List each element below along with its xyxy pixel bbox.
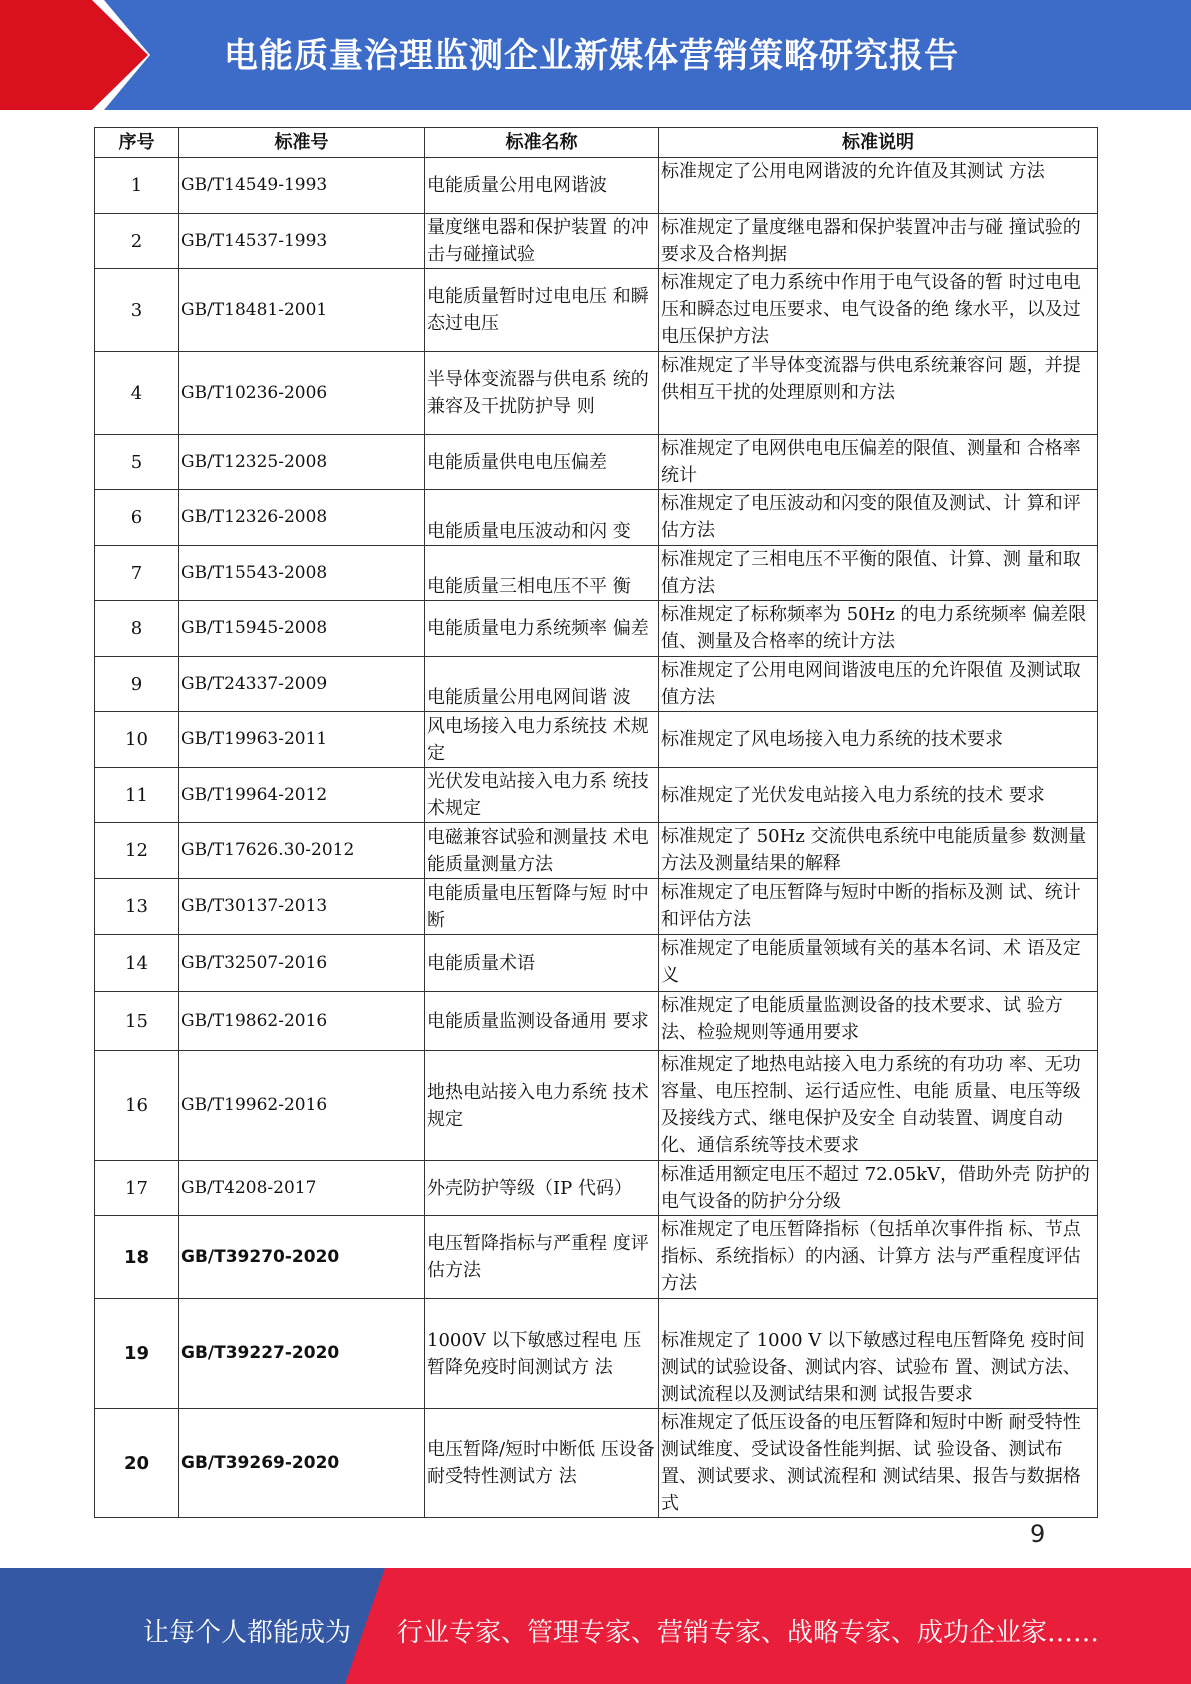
row-name: 电能质量暂时过电电压 和瞬态过电压 xyxy=(425,269,659,352)
row-no: 7 xyxy=(95,546,179,601)
header-no: 序号 xyxy=(95,128,179,158)
row-name: 光伏发电站接入电力系 统技术规定 xyxy=(425,768,659,823)
row-desc: 标准规定了 1000 V 以下敏感过程电压暂降免 疫时间测试的试验设备、测试内容、试验布 置、测试方法、测试流程以及测试结果和测 试报告要求 xyxy=(659,1299,1098,1409)
row-code: GB/T12326-2008 xyxy=(179,490,425,546)
row-name: 风电场接入电力系统技 术规定 xyxy=(425,712,659,768)
row-name: 电磁兼容试验和测量技 术电能质量测量方法 xyxy=(425,823,659,879)
table-row xyxy=(95,214,1098,269)
row-name: 电能质量公用电网间谐 波 xyxy=(425,657,659,712)
row-no: 10 xyxy=(95,712,179,768)
row-desc: 标准规定了三相电压不平衡的限值、计算、测 量和取值方法 xyxy=(659,546,1098,601)
header-arrow-decoration xyxy=(0,0,150,110)
row-name: 量度继电器和保护装置 的冲击与碰撞试验 xyxy=(425,214,659,269)
row-desc: 标准规定了公用电网间谐波电压的允许限值 及测试取值方法 xyxy=(659,657,1098,712)
row-code: GB/T14537-1993 xyxy=(179,214,425,269)
table-row xyxy=(95,768,1098,823)
row-no: 12 xyxy=(95,823,179,879)
table-row xyxy=(95,823,1098,879)
row-desc: 标准规定了量度继电器和保护装置冲击与碰 撞试验的要求及合格判据 xyxy=(659,214,1098,269)
row-no: 16 xyxy=(95,1051,179,1161)
row-code: GB/T19962-2016 xyxy=(179,1051,425,1161)
row-code: GB/T30137-2013 xyxy=(179,879,425,935)
footer-slogan-left: 让每个人都能成为 xyxy=(143,1618,352,1648)
row-no: 4 xyxy=(95,352,179,435)
row-name: 电能质量电压暂降与短 时中断 xyxy=(425,879,659,935)
row-name: 电压暂降指标与严重程 度评估方法 xyxy=(425,1216,659,1299)
row-name: 外壳防护等级（IP 代码） xyxy=(425,1161,659,1216)
row-no: 20 xyxy=(95,1409,179,1518)
row-no: 1 xyxy=(95,158,179,214)
header-desc: 标准说明 xyxy=(659,128,1098,158)
row-code: GB/T39269-2020 xyxy=(179,1409,425,1518)
row-no: 13 xyxy=(95,879,179,935)
row-name: 电压暂降/短时中断低 压设备耐受特性测试方 法 xyxy=(425,1409,659,1518)
row-code: GB/T15543-2008 xyxy=(179,546,425,601)
row-desc: 标准规定了电能质量监测设备的技术要求、试 验方法、检验规则等通用要求 xyxy=(659,992,1098,1051)
row-no: 11 xyxy=(95,768,179,823)
row-no: 15 xyxy=(95,992,179,1051)
footer-banner xyxy=(0,1568,1191,1684)
table-row xyxy=(95,269,1098,352)
header-name: 标准名称 xyxy=(425,128,659,158)
table-row xyxy=(95,712,1098,768)
table-row xyxy=(95,435,1098,490)
row-code: GB/T15945-2008 xyxy=(179,601,425,657)
table-header-row xyxy=(95,128,1098,158)
row-desc: 标准规定了公用电网谐波的允许值及其测试 方法 xyxy=(659,158,1098,214)
standards-table xyxy=(94,127,1098,1518)
row-desc: 标准规定了 50Hz 交流供电系统中电能质量参 数测量方法及测量结果的解释 xyxy=(659,823,1098,879)
row-desc: 标准规定了电能质量领域有关的基本名词、术 语及定义 xyxy=(659,935,1098,992)
table-row xyxy=(95,601,1098,657)
row-code: GB/T4208-2017 xyxy=(179,1161,425,1216)
row-no: 14 xyxy=(95,935,179,992)
row-name: 电能质量电力系统频率 偏差 xyxy=(425,601,659,657)
row-desc: 标准规定了光伏发电站接入电力系统的技术 要求 xyxy=(659,768,1098,823)
table-row xyxy=(95,352,1098,435)
table-row xyxy=(95,992,1098,1051)
row-name: 地热电站接入电力系统 技术规定 xyxy=(425,1051,659,1161)
row-name: 电能质量供电电压偏差 xyxy=(425,435,659,490)
table-row xyxy=(95,490,1098,546)
row-name: 电能质量公用电网谐波 xyxy=(425,158,659,214)
row-name: 电能质量三相电压不平 衡 xyxy=(425,546,659,601)
header-code: 标准号 xyxy=(179,128,425,158)
footer-slogan-right: 行业专家、管理专家、营销专家、战略专家、成功企业家…… xyxy=(397,1618,1100,1648)
row-code: GB/T39270-2020 xyxy=(179,1216,425,1299)
table-row xyxy=(95,158,1098,214)
row-desc: 标准规定了电网供电电压偏差的限值、测量和 合格率统计 xyxy=(659,435,1098,490)
row-no: 17 xyxy=(95,1161,179,1216)
row-desc: 标准规定了电压暂降与短时中断的指标及测 试、统计和评估方法 xyxy=(659,879,1098,935)
row-code: GB/T12325-2008 xyxy=(179,435,425,490)
row-desc: 标准规定了电力系统中作用于电气设备的暂 时过电电压和瞬态过电压要求、电气设备的绝 缘水平，以及过电压保护方法 xyxy=(659,269,1098,352)
row-no: 8 xyxy=(95,601,179,657)
row-no: 9 xyxy=(95,657,179,712)
row-name: 电能质量术语 xyxy=(425,935,659,992)
row-desc: 标准规定了标称频率为 50Hz 的电力系统频率 偏差限值、测量及合格率的统计方法 xyxy=(659,601,1098,657)
table-row xyxy=(95,1161,1098,1216)
row-code: GB/T10236-2006 xyxy=(179,352,425,435)
row-code: GB/T14549-1993 xyxy=(179,158,425,214)
table-row xyxy=(95,657,1098,712)
table-row xyxy=(95,1216,1098,1299)
row-code: GB/T32507-2016 xyxy=(179,935,425,992)
row-name: 电能质量监测设备通用 要求 xyxy=(425,992,659,1051)
table-row xyxy=(95,1409,1098,1518)
row-no: 2 xyxy=(95,214,179,269)
table-row xyxy=(95,546,1098,601)
row-name: 电能质量电压波动和闪 变 xyxy=(425,490,659,546)
table-row xyxy=(95,935,1098,992)
row-name: 1000V 以下敏感过程电 压暂降免疫时间测试方 法 xyxy=(425,1299,659,1409)
row-no: 6 xyxy=(95,490,179,546)
row-desc: 标准规定了风电场接入电力系统的技术要求 xyxy=(659,712,1098,768)
row-name: 半导体变流器与供电系 统的兼容及干扰防护导 则 xyxy=(425,352,659,435)
row-desc: 标准规定了电压暂降指标（包括单次事件指 标、节点指标、系统指标）的内涵、计算方 法与严重程度评估方法 xyxy=(659,1216,1098,1299)
table-row xyxy=(95,1299,1098,1409)
row-desc: 标准规定了半导体变流器与供电系统兼容问 题，并提供相互干扰的处理原则和方法 xyxy=(659,352,1098,435)
table-row xyxy=(95,879,1098,935)
row-code: GB/T19862-2016 xyxy=(179,992,425,1051)
row-no: 19 xyxy=(95,1299,179,1409)
row-code: GB/T19963-2011 xyxy=(179,712,425,768)
row-code: GB/T18481-2001 xyxy=(179,269,425,352)
row-desc: 标准规定了电压波动和闪变的限值及测试、计 算和评估方法 xyxy=(659,490,1098,546)
row-code: GB/T17626.30-2012 xyxy=(179,823,425,879)
page-number: 9 xyxy=(1030,1520,1046,1548)
row-no: 3 xyxy=(95,269,179,352)
row-desc: 标准规定了低压设备的电压暂降和短时中断 耐受特性测试维度、受试设备性能判据、试 验设备、测试布置、测试要求、测试流程和 测试结果、报告与数据格式 xyxy=(659,1409,1098,1518)
row-code: GB/T19964-2012 xyxy=(179,768,425,823)
row-desc: 标准适用额定电压不超过 72.05kV，借助外壳 防护的电气设备的防护分分级 xyxy=(659,1161,1098,1216)
row-code: GB/T39227-2020 xyxy=(179,1299,425,1409)
row-no: 18 xyxy=(95,1216,179,1299)
row-code: GB/T24337-2009 xyxy=(179,657,425,712)
row-no: 5 xyxy=(95,435,179,490)
header-banner xyxy=(0,0,1191,110)
standards-table-container xyxy=(94,127,1097,1518)
report-title: 电能质量治理监测企业新媒体营销策略研究报告 xyxy=(224,36,959,76)
row-desc: 标准规定了地热电站接入电力系统的有功功 率、无功容量、电压控制、运行适应性、电能 质量、电压等级及接线方式、继电保护及安全 自动装置、调度自动化、通信系统等技术要求 xyxy=(659,1051,1098,1161)
table-row xyxy=(95,1051,1098,1161)
